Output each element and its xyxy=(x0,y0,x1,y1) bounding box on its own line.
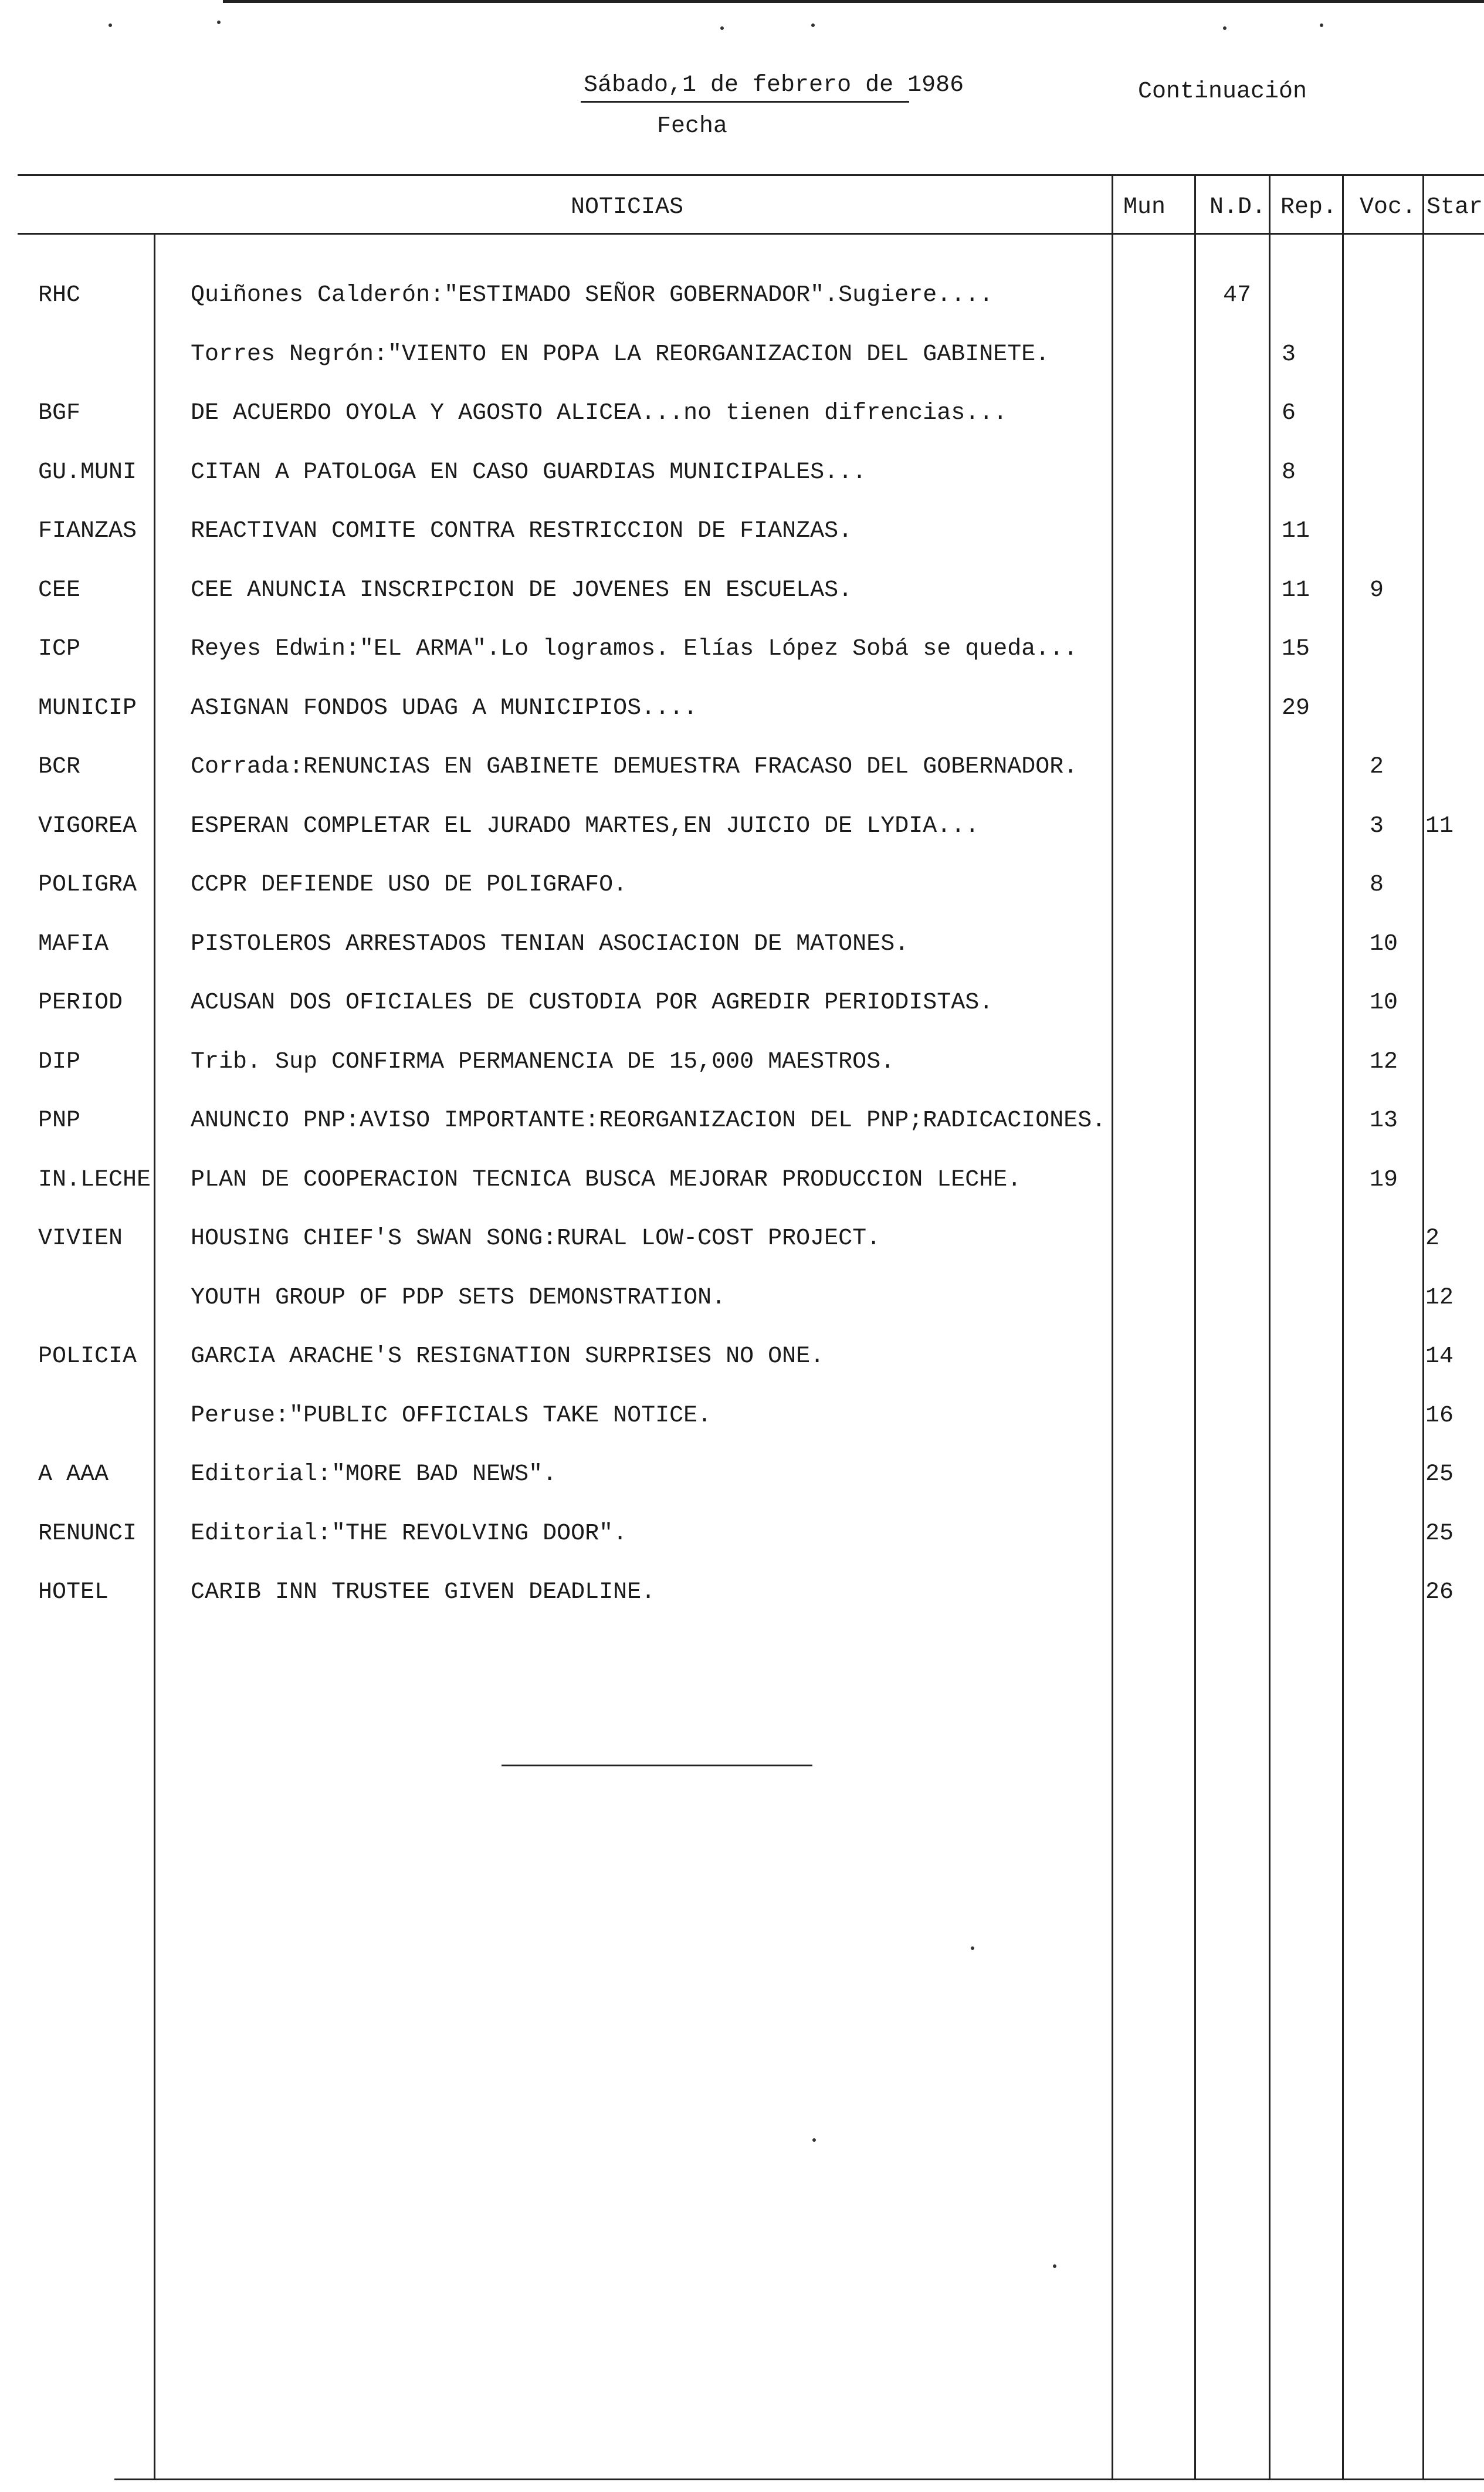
row-rep: 3 xyxy=(1282,341,1296,368)
row-rep: 6 xyxy=(1282,400,1296,426)
scan-speck xyxy=(217,21,221,24)
row-headline: PISTOLEROS ARRESTADOS TENIAN ASOCIACION DE MATONES. xyxy=(191,931,909,957)
row-rep: 11 xyxy=(1282,518,1310,544)
col-header-nd: N.D. xyxy=(1209,194,1266,221)
row-star: 11 xyxy=(1425,813,1454,839)
row-headline: HOUSING CHIEF'S SWAN SONG:RURAL LOW-COST PROJECT. xyxy=(191,1225,881,1252)
bottom-rule xyxy=(114,2479,1484,2480)
row-headline: Editorial:"MORE BAD NEWS". xyxy=(191,1461,557,1488)
row-headline: REACTIVAN COMITE CONTRA RESTRICCION DE FIANZAS. xyxy=(191,518,853,544)
scan-speck xyxy=(720,26,724,30)
row-headline: CARIB INN TRUSTEE GIVEN DEADLINE. xyxy=(191,1579,656,1606)
row-headline: Editorial:"THE REVOLVING DOOR". xyxy=(191,1521,628,1547)
row-code: FIANZAS xyxy=(38,518,137,544)
row-star: 25 xyxy=(1425,1461,1454,1488)
row-star: 16 xyxy=(1425,1403,1454,1429)
row-star: 14 xyxy=(1425,1343,1454,1370)
row-code: CEE xyxy=(38,577,81,604)
row-headline: CCPR DEFIENDE USO DE POLIGRAFO. xyxy=(191,872,628,898)
row-code: A AAA xyxy=(38,1461,109,1488)
row-code: BCR xyxy=(38,754,81,780)
row-code: POLIGRA xyxy=(38,872,137,898)
row-code: IN.LECHE xyxy=(38,1167,151,1193)
row-voc: 10 xyxy=(1370,931,1398,957)
row-code: RENUNCI xyxy=(38,1521,137,1547)
row-star: 12 xyxy=(1425,1285,1454,1311)
row-code: MAFIA xyxy=(38,931,109,957)
row-code: POLICIA xyxy=(38,1343,137,1370)
row-code: HOTEL xyxy=(38,1579,109,1606)
top-edge-line xyxy=(223,0,1484,3)
row-code: GU.MUNI xyxy=(38,459,137,486)
row-headline: Corrada:RENUNCIAS EN GABINETE DEMUESTRA FRACASO DEL GOBERNADOR. xyxy=(191,754,1078,780)
row-headline: CEE ANUNCIA INSCRIPCION DE JOVENES EN ESCUELAS. xyxy=(191,577,853,604)
date-caption: Fecha xyxy=(657,113,728,140)
row-headline: Peruse:"PUBLIC OFFICIALS TAKE NOTICE. xyxy=(191,1403,712,1429)
scan-speck xyxy=(971,1946,974,1950)
scan-speck xyxy=(1053,2264,1056,2268)
col-divider-nd xyxy=(1194,176,1196,2479)
col-divider-star xyxy=(1422,176,1424,2479)
row-star: 26 xyxy=(1425,1579,1454,1606)
scan-speck xyxy=(1320,23,1323,27)
row-code: PERIOD xyxy=(38,990,123,1016)
col-header-mun: Mun xyxy=(1123,194,1166,221)
row-rep: 11 xyxy=(1282,577,1310,604)
col-header-noticias: NOTICIAS xyxy=(571,194,684,221)
row-voc: 8 xyxy=(1370,872,1384,898)
row-code: ICP xyxy=(38,636,81,662)
row-headline: Torres Negrón:"VIENTO EN POPA LA REORGANIZACION DEL GABINETE. xyxy=(191,341,1050,368)
row-code: BGF xyxy=(38,400,81,426)
row-rep: 15 xyxy=(1282,636,1310,662)
row-star: 25 xyxy=(1425,1521,1454,1547)
row-headline: DE ACUERDO OYOLA Y AGOSTO ALICEA...no tienen difrencias... xyxy=(191,400,1008,426)
row-voc: 9 xyxy=(1370,577,1384,604)
scan-speck xyxy=(1223,26,1226,30)
row-code: DIP xyxy=(38,1049,81,1075)
col-header-voc: Voc. xyxy=(1360,194,1417,221)
col-divider-voc xyxy=(1342,176,1344,2479)
date-underline xyxy=(581,101,909,103)
col-divider-mun xyxy=(1112,176,1113,2479)
row-voc: 2 xyxy=(1370,754,1384,780)
col-divider-code xyxy=(154,235,155,2479)
row-headline: YOUTH GROUP OF PDP SETS DEMONSTRATION. xyxy=(191,1285,726,1311)
row-headline: ASIGNAN FONDOS UDAG A MUNICIPIOS.... xyxy=(191,695,698,722)
col-header-star: Star xyxy=(1427,194,1483,221)
end-of-list-rule xyxy=(502,1765,812,1766)
col-header-rep: Rep. xyxy=(1280,194,1337,221)
row-headline: ESPERAN COMPLETAR EL JURADO MARTES,EN JUICIO DE LYDIA... xyxy=(191,813,980,839)
row-voc: 3 xyxy=(1370,813,1384,839)
row-headline: CITAN A PATOLOGA EN CASO GUARDIAS MUNICIPALES... xyxy=(191,459,867,486)
row-rep: 8 xyxy=(1282,459,1296,486)
row-code: MUNICIP xyxy=(38,695,137,722)
row-headline: Quiñones Calderón:"ESTIMADO SEÑOR GOBERNADOR".Sugiere.... xyxy=(191,282,994,309)
row-voc: 10 xyxy=(1370,990,1398,1016)
row-headline: ACUSAN DOS OFICIALES DE CUSTODIA POR AGREDIR PERIODISTAS. xyxy=(191,990,994,1016)
row-nd: 47 xyxy=(1223,282,1252,309)
row-code: VIVIEN xyxy=(38,1225,123,1252)
row-rep: 29 xyxy=(1282,695,1310,722)
row-headline: PLAN DE COOPERACION TECNICA BUSCA MEJORAR PRODUCCION LECHE. xyxy=(191,1167,1022,1193)
row-headline: Reyes Edwin:"EL ARMA".Lo logramos. Elías López Sobá se queda... xyxy=(191,636,1078,662)
row-headline: GARCIA ARACHE'S RESIGNATION SURPRISES NO ONE. xyxy=(191,1343,825,1370)
scan-speck xyxy=(811,23,815,27)
scan-speck xyxy=(812,2138,816,2142)
table-header-rule xyxy=(18,233,1484,235)
table-top-rule xyxy=(18,174,1484,176)
row-headline: Trib. Sup CONFIRMA PERMANENCIA DE 15,000 MAESTROS. xyxy=(191,1049,895,1075)
col-divider-rep xyxy=(1269,176,1270,2479)
row-voc: 12 xyxy=(1370,1049,1398,1075)
row-code: PNP xyxy=(38,1108,81,1134)
header-date: Sábado,1 de febrero de 1986 xyxy=(584,72,964,99)
row-headline: ANUNCIO PNP:AVISO IMPORTANTE:REORGANIZACION DEL PNP;RADICACIONES. xyxy=(191,1108,1106,1134)
continuation-label: Continuación xyxy=(1138,79,1307,105)
scan-speck xyxy=(109,23,112,27)
row-code: RHC xyxy=(38,282,81,309)
row-voc: 19 xyxy=(1370,1167,1398,1193)
row-code: VIGOREA xyxy=(38,813,137,839)
row-star: 2 xyxy=(1425,1225,1440,1252)
row-voc: 13 xyxy=(1370,1108,1398,1134)
